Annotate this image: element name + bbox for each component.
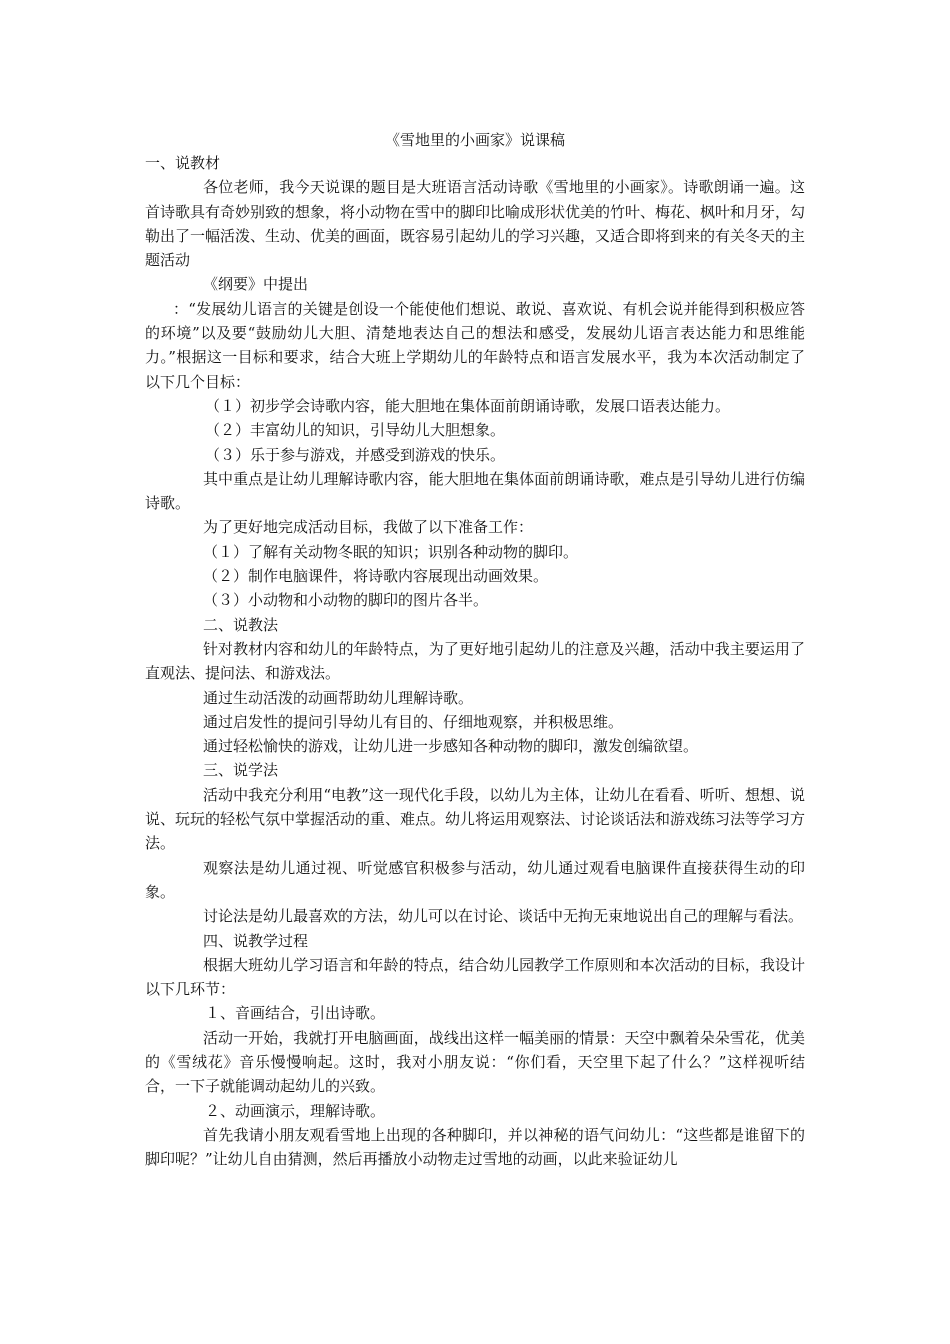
paragraph: 二、说教法 xyxy=(203,615,279,634)
paragraph: 针对教材内容和幼儿的年龄特点，为了更好地引起幼儿的注意及兴趣，活动中我主要运用了直观法、提问法、和游戏法。 xyxy=(145,639,805,683)
paragraph: 《纲要》中提出 xyxy=(203,275,309,294)
paragraph: 各位老师，我今天说课的题目是大班语言活动诗歌《雪地里的小画家》。诗歌朗诵一遍。这首诗歌具有奇妙别致的想象，将小动物在雪中的脚印比喻成形状优美的竹叶、梅花、枫叶和月牙，勾勒出了一幅活泼、生动、优美的画面，既容易引起幼儿的学习兴趣，又适合即将到来的有关冬天的主题活动 xyxy=(145,178,806,270)
paragraph: （２）制作电脑课件，将诗歌内容展现出动画效果。 xyxy=(203,567,549,586)
document-title: 《雪地里的小画家》说课稿 xyxy=(384,131,565,149)
paragraph: 活动中我充分利用“电教”这一现代化手段，以幼儿为主体，让幼儿在看看、听听、想想、说说、玩玩的轻松气氛中掌握活动的重、难点。幼儿将运用观察法、讨论谈话法和游戏练习法等学习方法。 xyxy=(145,785,806,853)
paragraph: 讨论法是幼儿最喜欢的方法，幼儿可以在讨论、谈话中无拘无束地说出自己的理解与看法。 xyxy=(203,907,804,926)
paragraph: （３）小动物和小动物的脚印的图片各半。 xyxy=(203,591,489,610)
paragraph: 其中重点是让幼儿理解诗歌内容，能大胆地在集体面前朗诵诗歌，难点是引导幼儿进行仿编诗歌。 xyxy=(145,469,805,513)
paragraph: 根据大班幼儿学习语言和年龄的特点，结合幼儿园教学工作原则和本次活动的目标，我设计以下几环节： xyxy=(145,955,805,999)
paragraph: 四、说教学过程 xyxy=(203,931,309,950)
paragraph: 一、说教材 xyxy=(145,154,221,172)
paragraph: ２、动画演示，理解诗歌。 xyxy=(205,1101,386,1120)
paragraph: （１）初步学会诗歌内容，能大胆地在集体面前朗诵诗歌，发展口语表达能力。 xyxy=(205,396,731,415)
paragraph: ：“发展幼儿语言的关键是创设一个能使他们想说、敢说、喜欢说、有机会说并能得到积极应答的环境”以及要“鼓励幼儿大胆、清楚地表达自己的想法和感受，发展幼儿语言表达能力和思维能力。”根据这一目标和要求，结合大班上学期幼儿的年龄特点和语言发展水平，我为本次活动制定了以下几个目标： xyxy=(145,299,805,391)
paragraph: 为了更好地完成活动目标，我做了以下准备工作： xyxy=(203,518,534,537)
paragraph: 通过轻松愉快的游戏，让幼儿进一步感知各种动物的脚印，激发创编欲望。 xyxy=(203,737,699,756)
paragraph: 观察法是幼儿通过视、听觉感官积极参与活动，幼儿通过观看电脑课件直接获得生动的印象。 xyxy=(145,858,805,901)
paragraph: 通过生动活泼的动画帮助幼儿理解诗歌。 xyxy=(203,688,474,707)
paragraph: （１）了解有关动物冬眠的知识；识别各种动物的脚印。 xyxy=(203,542,579,561)
paragraph: 三、说学法 xyxy=(203,761,279,780)
paragraph: （３）乐于参与游戏，并感受到游戏的快乐。 xyxy=(205,445,506,464)
paragraph: 首先我请小朋友观看雪地上出现的各种脚印，并以神秘的语气问幼儿：“这些都是谁留下的脚印呢？”让幼儿自由猜测，然后再播放小动物走过雪地的动画，以此来验证幼儿 xyxy=(145,1125,805,1169)
paragraph: １、音画结合，引出诗歌。 xyxy=(205,1004,386,1023)
paragraph: 活动一开始，我就打开电脑画面，战线出这样一幅美丽的情景：天空中飘着朵朵雪花，优美的《雪绒花》音乐慢慢响起。这时，我对小朋友说：“你们看，天空里下起了什么？”这样视听结合，一下子就能调动起幼儿的兴致。 xyxy=(145,1028,805,1096)
paragraph: （２）丰富幼儿的知识，引导幼儿大胆想象。 xyxy=(205,421,506,440)
document-body xyxy=(145,151,805,1171)
paragraph: 通过启发性的提问引导幼儿有目的、仔细地观察，并积极思维。 xyxy=(203,712,624,731)
